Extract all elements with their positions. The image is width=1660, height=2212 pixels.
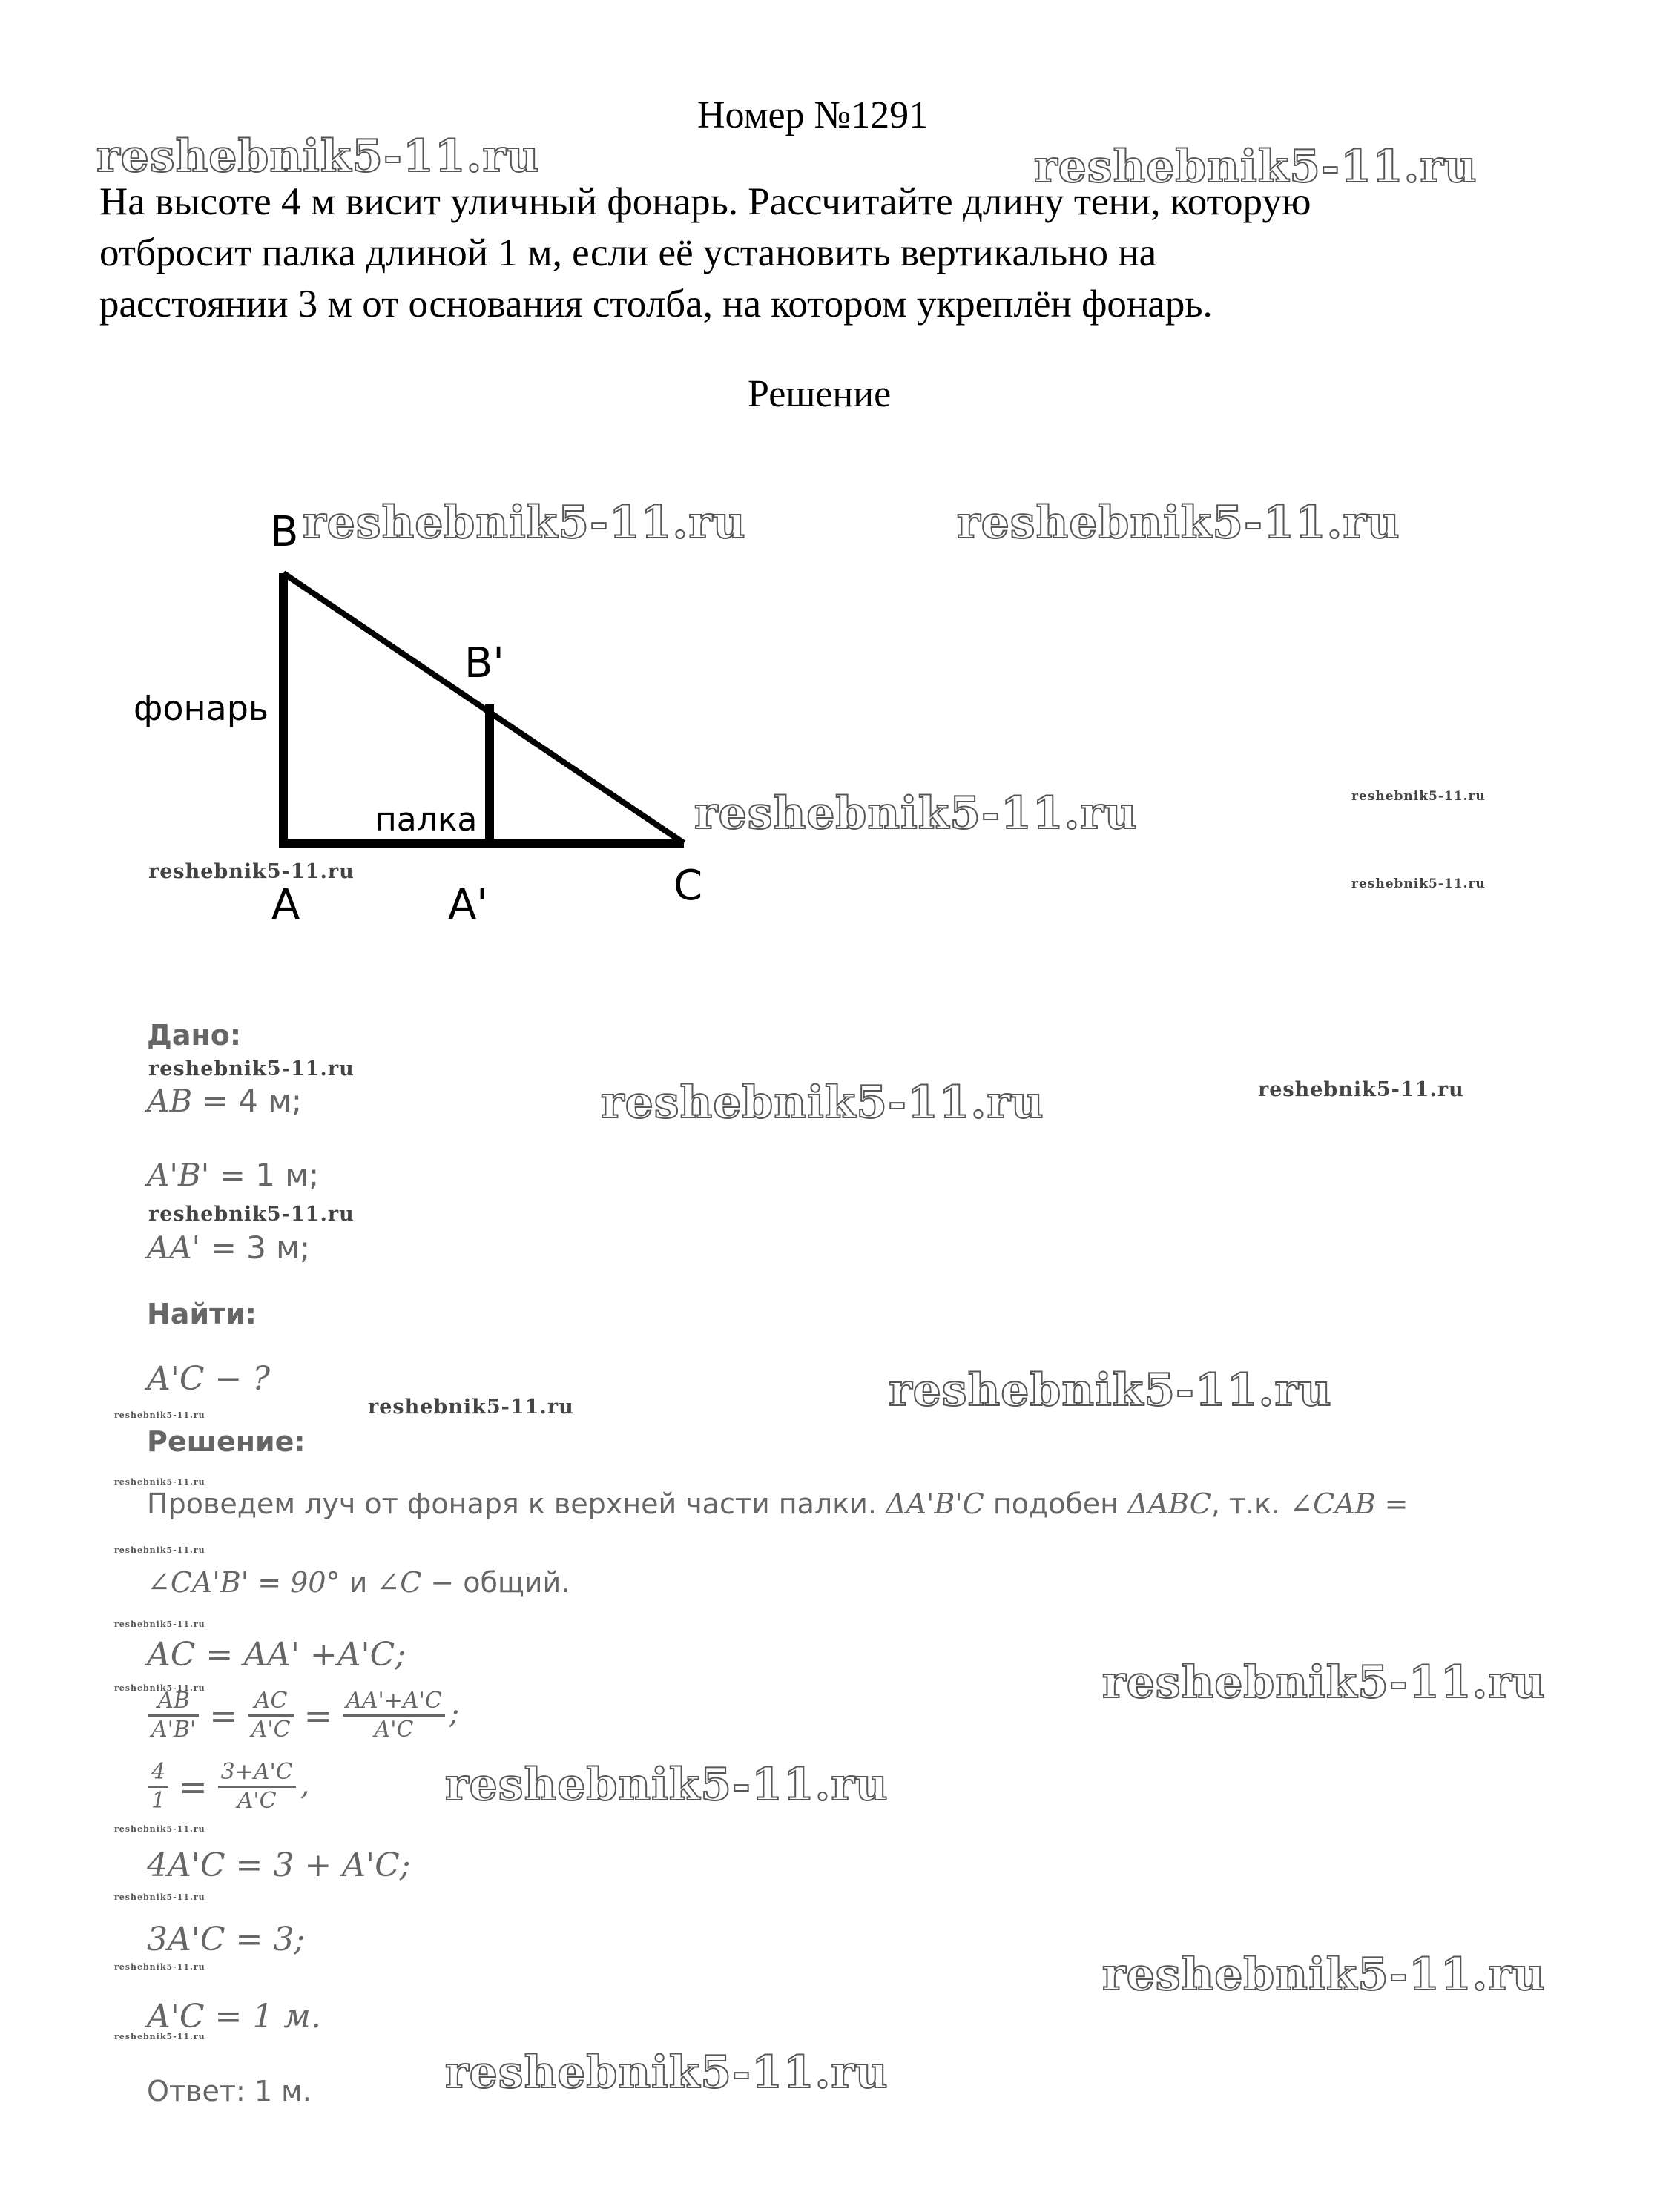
angle-cab: ∠CAB = [1289,1488,1409,1520]
step-simplify: 3A'C = 3; [147,1921,306,1958]
vertex-c-label: C [673,862,703,910]
fraction-4-1 [148,1759,168,1815]
watermark: reshebnik5-11.ru [694,788,1138,839]
stick-label: палка [375,801,478,839]
vertex-a-label: A [271,881,300,929]
given-ab [147,1083,302,1119]
comma: , [300,1768,310,1802]
watermark: reshebnik5-11.ru [1034,141,1478,193]
watermark: reshebnik5-11.ru [114,1545,205,1555]
watermark: reshebnik5-11.ru [445,2047,889,2099]
given-apbp-lhs: A'B' [147,1157,210,1193]
watermark: reshebnik5-11.ru [148,1057,355,1080]
since-word: , т.к. [1211,1488,1290,1520]
watermark: reshebnik5-11.ru [114,1892,205,1902]
watermark: reshebnik5-11.ru [148,860,355,883]
equals-sign: = [179,1766,208,1807]
watermark: reshebnik5-11.ru [114,1824,205,1834]
semicolon: ; [449,1697,460,1731]
light-ray-line [283,573,684,843]
fraction-denominator: 1 [151,1788,166,1814]
equals-sign: = [303,1695,333,1736]
vertex-a-prime-label: A' [448,881,488,929]
fraction-numerator: AB [148,1688,199,1717]
problem-line-2: отбросит палка длиной 1 м, если её установить вертикально на [99,231,1157,274]
fraction-numerator: 3+A'C [218,1759,296,1788]
fraction-numerator: AA'+A'C [343,1688,445,1717]
watermark: reshebnik5-11.ru [601,1077,1044,1129]
answer-text: Ответ: 1 м. [147,2075,312,2107]
angle-right: ∠CA'B' = 90° [147,1566,340,1599]
lamp-label: фонарь [134,688,269,728]
fraction-numerator: 4 [148,1759,168,1788]
fraction-3plus-apc [218,1759,296,1815]
fraction-numerator: AC [248,1688,294,1717]
vertex-b-label: B [270,508,299,556]
fraction-denominator: A'C [251,1717,291,1743]
watermark: reshebnik5-11.ru [303,497,746,549]
problem-line-3: расстоянии 3 м от основания столба, на котором укреплён фонарь. [99,283,1213,326]
vertex-b-prime-label: B' [464,639,504,687]
watermark: reshebnik5-11.ru [114,1477,205,1487]
fraction-ac-apc [248,1688,294,1743]
given-ab-lhs: AB [147,1083,193,1119]
solution-label: Решение: [147,1425,306,1458]
watermark: reshebnik5-11.ru [96,131,540,182]
step-sum: AC = AA' +A'C; [147,1636,406,1674]
triangle-small: ΔA'B'C [886,1488,984,1520]
solution-heading: Решение [748,373,892,415]
equals-sign: = [209,1695,238,1736]
step-result: A'C = 1 м. [147,1998,321,2036]
watermark: reshebnik5-11.ru [1258,1078,1464,1101]
common-word: − общий. [421,1566,570,1599]
watermark: reshebnik5-11.ru [1351,789,1486,804]
watermark: reshebnik5-11.ru [957,497,1400,549]
watermark: reshebnik5-11.ru [148,1203,355,1226]
problem-line-1: На высоте 4 м висит уличный фонарь. Рассчитайте длину тени, которую [99,180,1311,223]
reasoning-line-1 [147,1488,1409,1520]
watermark: reshebnik5-11.ru [1351,876,1486,891]
watermark: reshebnik5-11.ru [114,1410,205,1420]
triangle-big: ΔABC [1127,1488,1211,1520]
and-word: и [340,1566,377,1599]
find-label: Найти: [147,1298,257,1330]
watermark: reshebnik5-11.ru [114,1683,205,1693]
watermark: reshebnik5-11.ru [1102,1657,1546,1708]
fraction-denominator: A'C [237,1788,277,1814]
step-substituted [144,1759,309,1815]
fraction-denominator: A'C [374,1717,414,1743]
watermark: reshebnik5-11.ru [114,2032,205,2041]
watermark: reshebnik5-11.ru [889,1364,1332,1416]
given-apbp-rhs: = 1 м; [209,1157,320,1193]
given-ab-rhs: = 4 м; [192,1083,303,1119]
reasoning-text: Проведем луч от фонаря к верхней части палки. [147,1488,886,1520]
similar-word: подобен [984,1488,1128,1520]
given-aap [147,1229,310,1266]
find-value: A'C − ? [147,1360,270,1398]
given-label: Дано: [147,1019,242,1051]
fraction-sum-apc [343,1688,445,1743]
angle-common: ∠C [376,1566,422,1599]
given-aap-rhs: = 3 м; [200,1229,311,1266]
given-aap-lhs: AA' [147,1229,201,1266]
step-multiply: 4A'C = 3 + A'C; [147,1846,411,1884]
watermark: reshebnik5-11.ru [114,1962,205,1972]
watermark: reshebnik5-11.ru [1102,1949,1546,2001]
watermark: reshebnik5-11.ru [114,1620,205,1629]
page-title: Номер №1291 [697,94,929,136]
watermark: reshebnik5-11.ru [445,1759,889,1811]
fraction-ab-apbp [148,1688,199,1743]
given-apbp [147,1157,319,1193]
fraction-denominator: A'B' [151,1717,197,1743]
watermark: reshebnik5-11.ru [368,1396,574,1419]
step-proportion [144,1688,459,1743]
reasoning-line-2 [147,1566,570,1599]
